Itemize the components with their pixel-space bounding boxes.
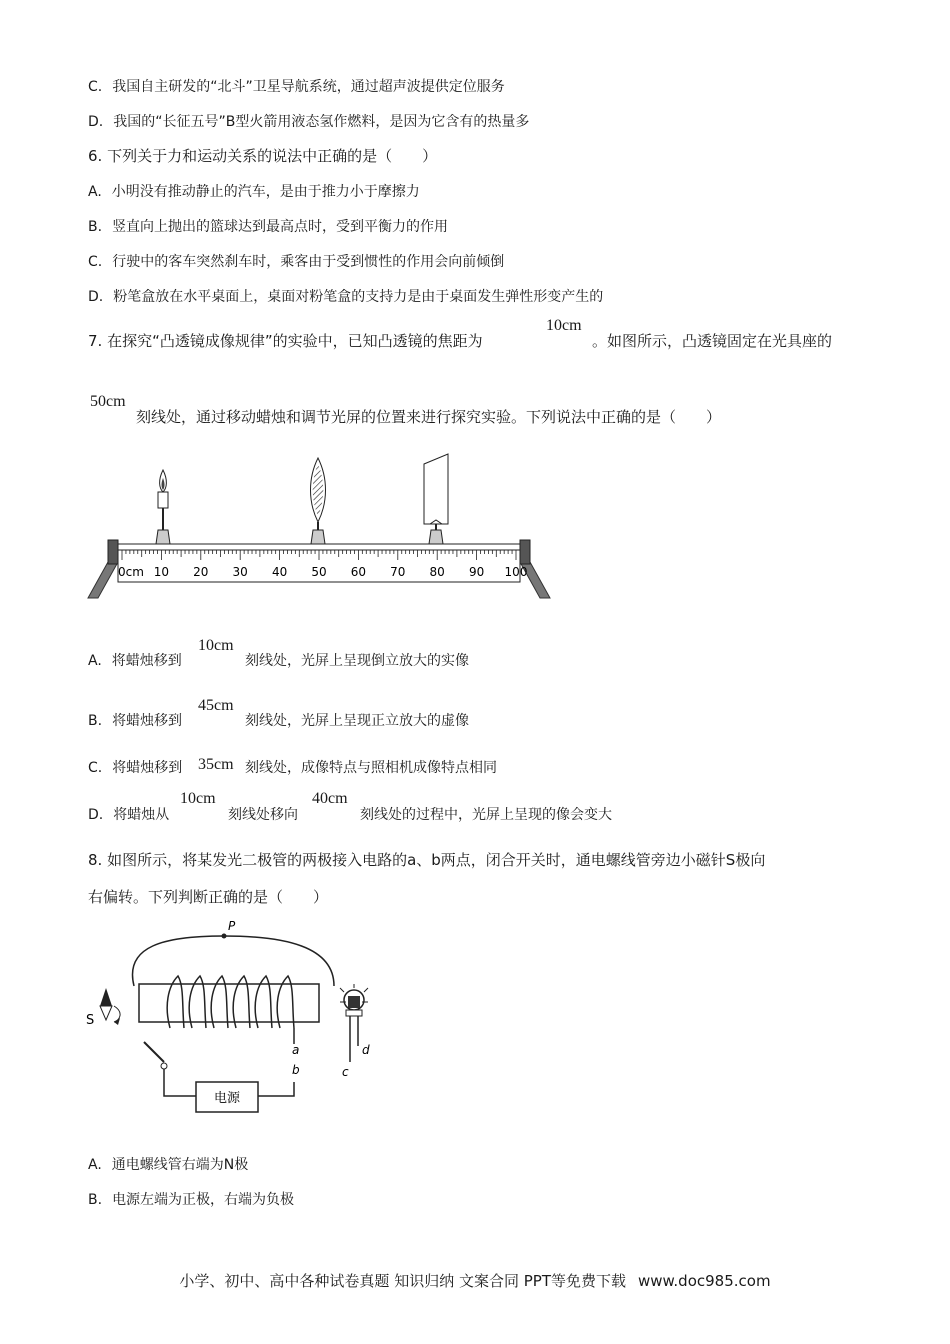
- ruler-tick-label: 0cm: [118, 565, 144, 579]
- label-b: b: [292, 1063, 300, 1077]
- magnetic-needle: [100, 988, 120, 1025]
- label-d: d: [362, 1043, 370, 1057]
- option-letter: B.: [88, 219, 103, 235]
- q8-stem-line1: 8. 如图所示，将某发光二极管的两极接入电路的a、b两点，闭合开关时，通电螺线管旁边小磁针S极向: [88, 851, 766, 869]
- ruler-tick-label: 90: [468, 565, 485, 579]
- label-a: a: [292, 1043, 300, 1057]
- option-text: 我国自主研发的“北斗”卫星导航系统，通过超声波提供定位服务: [112, 79, 505, 95]
- option-letter: C.: [88, 79, 103, 95]
- q5-option-d: [88, 112, 529, 132]
- option-letter: A.: [88, 184, 102, 200]
- q7-option-d: [88, 805, 169, 825]
- q6-stem: 6. 下列关于力和运动关系的说法中正确的是（ ）: [88, 147, 438, 165]
- ruler-tick-label: 100: [504, 565, 528, 579]
- q7-stem-part2: 。如图所示，凸透镜固定在光具座的: [592, 332, 833, 350]
- optical-bench-figure: [86, 450, 556, 602]
- q7-option-c: [88, 758, 182, 778]
- label-c: c: [342, 1065, 349, 1079]
- switch-pivot: [161, 1063, 167, 1069]
- bench-rail: [118, 544, 520, 550]
- q6-option-d: [88, 287, 603, 307]
- option-letter: B.: [88, 1192, 103, 1208]
- footer-text: 小学、初中、高中各种试卷真题 知识归纳 文案合同 PPT等免费下载: [179, 1272, 626, 1290]
- option-letter: D.: [88, 807, 104, 823]
- q7-option-d-rest: 刻线处的过程中，光屏上呈现的像会变大: [360, 807, 612, 823]
- q7-option-d-value1: 10cm: [180, 790, 216, 807]
- q7-option-d-value2: 40cm: [312, 790, 348, 807]
- option-letter: C.: [88, 254, 103, 270]
- option-text: 将蜡烛移到: [112, 760, 183, 776]
- power-source-label: 电源: [213, 1091, 241, 1106]
- bench-left-end: [108, 540, 118, 564]
- q6-option-a: [88, 182, 420, 202]
- q7-option-c-rest: 刻线处，成像特点与照相机成像特点相同: [245, 760, 497, 776]
- left-wire: [164, 1069, 196, 1096]
- option-text: 将蜡烛移到: [111, 653, 182, 669]
- label-p: P: [228, 919, 236, 933]
- option-letter: B.: [88, 713, 103, 729]
- label-s: S: [86, 1013, 95, 1028]
- point-p: [222, 934, 227, 939]
- option-letter: A.: [88, 1157, 102, 1173]
- q7-option-b: [88, 711, 182, 731]
- option-text: 将蜡烛移到: [112, 713, 183, 729]
- option-letter: A.: [88, 653, 102, 669]
- option-text: 将蜡烛从: [113, 807, 170, 823]
- option-letter: D.: [88, 289, 104, 305]
- q7-lens-position: 50cm: [90, 393, 126, 410]
- ruler-tick-label: 50: [311, 565, 327, 579]
- q8-option-a: [88, 1155, 248, 1175]
- page-footer: [0, 1270, 950, 1291]
- q7-stem-part3: 刻线处，通过移动蜡烛和调节光屏的位置来进行探究实验。下列说法中正确的是（ ）: [136, 408, 722, 426]
- q7-option-a-value: 10cm: [198, 637, 234, 654]
- q8-option-b: [88, 1190, 294, 1210]
- q7-option-a-rest: 刻线处，光屏上呈现倒立放大的实像: [245, 653, 469, 669]
- footer-url[interactable]: www.doc985.com: [637, 1272, 771, 1290]
- option-letter: D.: [88, 114, 104, 130]
- option-text: 粉笔盒放在水平桌面上，桌面对粉笔盒的支持力是由于桌面发生弹性形变产生的: [113, 289, 604, 305]
- q7-focal-length: 10cm: [546, 317, 582, 334]
- light-screen: [424, 454, 448, 544]
- q7-option-b-value: 45cm: [198, 697, 234, 714]
- q7-option-a: [88, 651, 182, 671]
- q7-stem-part1: 7. 在探究“凸透镜成像规律”的实验中，已知凸透镜的焦距为: [88, 332, 483, 350]
- q7-option-d-mid: 刻线处移向: [228, 807, 298, 823]
- option-text: 我国的“长征五号”B型火箭用液态氢作燃料，是因为它含有的热量多: [113, 114, 530, 130]
- ruler-tick-label: 30: [232, 565, 248, 579]
- q8-stem-line2: 右偏转。下列判断正确的是（ ）: [88, 888, 329, 906]
- option-letter: C.: [88, 760, 103, 776]
- candle: [156, 470, 170, 544]
- ruler-tick-label: 70: [390, 565, 406, 579]
- solenoid-circuit-figure: [84, 916, 384, 1116]
- option-text: 行驶中的客车突然刹车时，乘客由于受到惯性的作用会向前倾倒: [112, 254, 505, 270]
- q7-option-b-rest: 刻线处，光屏上呈现正立放大的虚像: [245, 713, 469, 729]
- ruler-tick-label: 80: [429, 565, 445, 579]
- switch-lever: [144, 1042, 164, 1062]
- ruler-tick-label: 60: [350, 565, 367, 579]
- right-wire: [258, 1082, 294, 1096]
- bench-right-end: [520, 540, 530, 564]
- ruler-tick-label: 10: [153, 565, 170, 579]
- convex-lens: [311, 458, 326, 544]
- q6-option-c: [88, 252, 504, 272]
- q7-option-c-value: 35cm: [198, 756, 234, 773]
- bench-left-leg: [88, 562, 118, 598]
- option-text: 小明没有推动静止的汽车，是由于推力小于摩擦力: [111, 184, 420, 200]
- q6-option-b: [88, 217, 448, 237]
- arc-wire: [132, 936, 334, 986]
- option-text: 通电螺线管右端为N极: [111, 1157, 249, 1173]
- ruler-tick-label: 20: [193, 565, 209, 579]
- q5-option-c: [88, 77, 505, 97]
- option-text: 竖直向上抛出的篮球达到最高点时，受到平衡力的作用: [112, 219, 449, 235]
- option-text: 电源左端为正极，右端为负极: [112, 1192, 295, 1208]
- ruler-tick-label: 40: [271, 565, 288, 579]
